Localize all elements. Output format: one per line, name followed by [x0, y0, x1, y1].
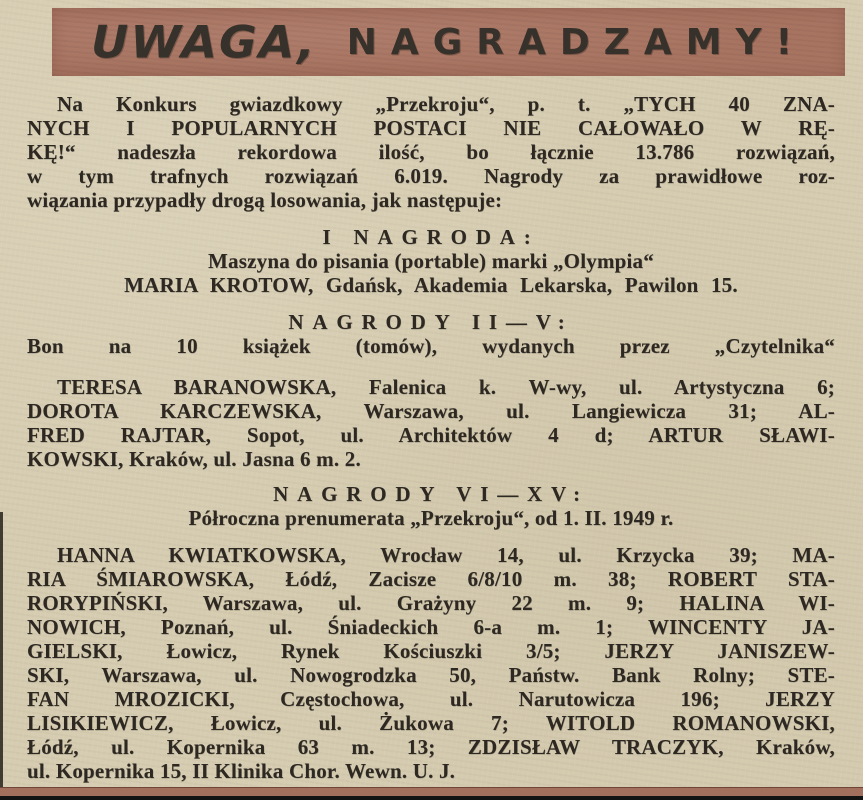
- winners-paragraph-6-15: [27, 543, 835, 783]
- bottom-rule-bar: [0, 787, 863, 796]
- winner-line: Łódź, ul. Kopernika 63 m. 13; ZDZISŁAW TRACZYK, Kraków,: [27, 735, 835, 759]
- header-title-caps: NAGRADZAMY!: [346, 21, 807, 63]
- scan-bottom-strip: [0, 796, 863, 800]
- header-title-script: UWAGA,: [90, 16, 317, 68]
- winner-line: SKI, Warszawa, ul. Nowogrodzka 50, Państw. Bank Rolny; STE-: [27, 663, 835, 687]
- winner-line: FRED RAJTAR, Sopot, ul. Architektów 4 d; ARTUR SŁAWI-: [27, 423, 835, 447]
- prize-description: Półroczna prenumerata „Przekroju“, od 1. II. 1949 r.: [188, 506, 674, 530]
- winner-line: LISIKIEWICZ, Łowicz, ul. Żukowa 7; WITOLD ROMANOWSKI,: [27, 711, 835, 735]
- header-banner: [52, 8, 845, 76]
- winner-line: RORYPIŃSKI, Warszawa, ul. Grażyny 22 m. 9; HALINA WI-: [27, 591, 835, 615]
- winner-line: HANNA KWIATKOWSKA, Wrocław 14, ul. Krzycka 39; MA-: [57, 543, 835, 567]
- article-body: [0, 92, 863, 783]
- winner-line: TERESA BARANOWSKA, Falenica k. W-wy, ul. Artystyczna 6;: [57, 375, 835, 399]
- intro-line: w tym trafnych rozwiązań 6.019. Nagrody za prawidłowe roz-: [27, 164, 835, 188]
- winner-line: NOWICH, Poznań, ul. Śniadeckich 6-a m. 1; WINCENTY JA-: [27, 615, 835, 639]
- intro-line: Na Konkurs gwiazdkowy „Przekroju“, p. t. „TYCH 40 ZNA-: [57, 92, 835, 116]
- section-heading-prizes-6-15: NAGRODY VI—XV:: [273, 482, 589, 506]
- section-heading-prizes-2-5: NAGRODY II—V:: [288, 310, 574, 334]
- winner-line: KOWSKI, Kraków, ul. Jasna 6 m. 2.: [27, 447, 361, 471]
- winner-name-line: MARIA KROTOW, Gdańsk, Akademia Lekarska, Pawilon 15.: [124, 273, 738, 297]
- intro-line: NYCH I POPULARNYCH POSTACI NIE CAŁOWAŁO W RĘ-: [27, 116, 835, 140]
- winner-line: GIELSKI, Łowicz, Rynek Kościuszki 3/5; JERZY JANISZEW-: [27, 639, 835, 663]
- winner-line: DOROTA KARCZEWSKA, Warszawa, ul. Langiewicza 31; AL-: [27, 399, 835, 423]
- prize-description: Maszyna do pisania (portable) marki „Olympia“: [208, 249, 654, 273]
- intro-line: wiązania przypadły drogą losowania, jak następuje:: [27, 188, 503, 212]
- winner-line: ul. Kopernika 15, II Klinika Chor. Wewn. U. J.: [27, 759, 456, 783]
- prize-description: Bon na 10 książek (tomów), wydanych przez „Czytelnika“: [27, 334, 835, 358]
- intro-paragraph: [27, 92, 835, 212]
- scan-left-edge: [0, 512, 3, 796]
- winners-paragraph-2-5: [27, 375, 835, 471]
- winner-line: RIA ŚMIAROWSKA, Łódź, Zacisze 6/8/10 m. 38; ROBERT STA-: [27, 567, 835, 591]
- section-heading-first-prize: I NAGRODA:: [322, 225, 540, 249]
- winner-line: FAN MROZICKI, Częstochowa, ul. Narutowicza 196; JERZY: [27, 687, 835, 711]
- intro-line: KĘ!“ nadeszła rekordowa ilość, bo łącznie 13.786 rozwiązań,: [27, 140, 835, 164]
